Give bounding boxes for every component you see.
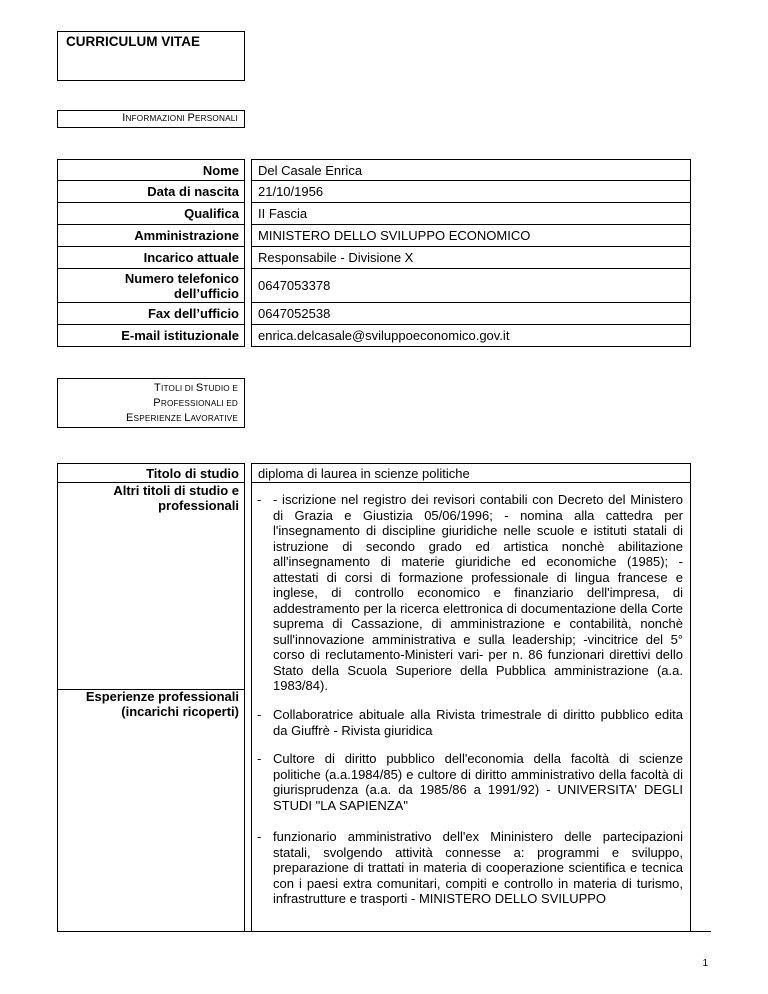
label-titolo-studio: Titolo di studio	[57, 463, 245, 483]
footer-rule	[57, 931, 711, 932]
value-qualifica: II Fascia	[251, 203, 691, 225]
value-titolo-studio: diploma di laurea in scienze politiche	[251, 463, 691, 483]
value-email: enrica.delcasale@sviluppoeconomico.gov.it	[251, 325, 691, 347]
label-telefono: Numero telefonico dell’ufficio	[57, 269, 245, 303]
esperienza-item-1: - Collaboratrice abituale alla Rivista trimestrale di diritto pubblico edita da Giuffrè - Rivista giuridica	[257, 707, 683, 738]
value-amministrazione: MINISTERO DELLO SVILUPPO ECONOMICO	[251, 225, 691, 247]
label-incarico: Incarico attuale	[57, 247, 245, 269]
cv-title-box	[57, 31, 245, 81]
label-email: E-mail istituzionale	[57, 325, 245, 347]
label-fax: Fax dell’ufficio	[57, 303, 245, 325]
label-nome: Nome	[57, 159, 245, 181]
value-nome: Del Casale Enrica	[251, 159, 691, 181]
section-titoli-esperienze: TITOLI DI STUDIO E PROFESSIONALI ED ESPERIENZE LAVORATIVE	[57, 378, 245, 428]
label-altri-titoli: Altri titoli di studio e professionali	[57, 483, 245, 689]
label-esperienze: Esperienze professionali (incarichi ricoperti)	[57, 689, 245, 931]
label-data-nascita: Data di nascita	[57, 181, 245, 203]
label-qualifica: Qualifica	[57, 203, 245, 225]
page-number: 1	[702, 958, 708, 969]
label-amministrazione: Amministrazione	[57, 225, 245, 247]
esperienza-item-2: - Cultore di diritto pubblico dell'economia della facoltà di scienze politiche (a.a.1984/85) e cultore di diritto amministrativo della facoltà di giurisprudenza (a.a. da 1985/86 a 1991/92) - UNIVERSITA' DEGLI STUDI "LA SAPIENZA"	[257, 751, 683, 813]
value-telefono: 0647053378	[251, 269, 691, 303]
value-incarico: Responsabile - Divisione X	[251, 247, 691, 269]
section-personal-info: INFORMAZIONI PERSONALI	[57, 110, 245, 128]
value-data-nascita: 21/10/1956	[251, 181, 691, 203]
value-fax: 0647052538	[251, 303, 691, 325]
cv-title: CURRICULUM VITAE	[66, 34, 200, 49]
esperienza-item-3: - funzionario amministrativo dell'ex Mininistero delle partecipazioni statali, svolgendo attività connesse a: programmi e sviluppo, preparazione di trattati in materia di cooperazione scientifica e tecnica con i paesi extra comunitari, compiti e controllo in materia di turismo, infrastrutture e trasporti - MINISTERO DELLO SVILUPPO	[257, 829, 683, 906]
altri-titoli-item: - - iscrizione nel registro dei revisori contabili con Decreto del Ministero di Grazia e Giustizia 05/06/1996; - nomina alla cattedra per l'insegnamento di discipline giuridiche nelle scuole e istituti statali di istruzione di secondo grado ed artistica nonchè abilitazione all'insegnamento di materie giuridiche ed economiche (1985); - attestati di corsi di formazione professionale di lingua francese e inglese, di controllo economico e finanziario dell'impresa, di addestramento per la ricerca elettronica di documentazione della Corte suprema di Cassazione, di amministrazione e contabilità, nonchè sull'innovazione amministrativa e sulla leadership; -vincitrice del 5° corso di reclutamento-Ministeri vari- per n. 86 funzionari direttivi dello Stato della Scuola Superiore della Pubblica amministrazione (a.a. 1983/84).	[257, 492, 683, 693]
